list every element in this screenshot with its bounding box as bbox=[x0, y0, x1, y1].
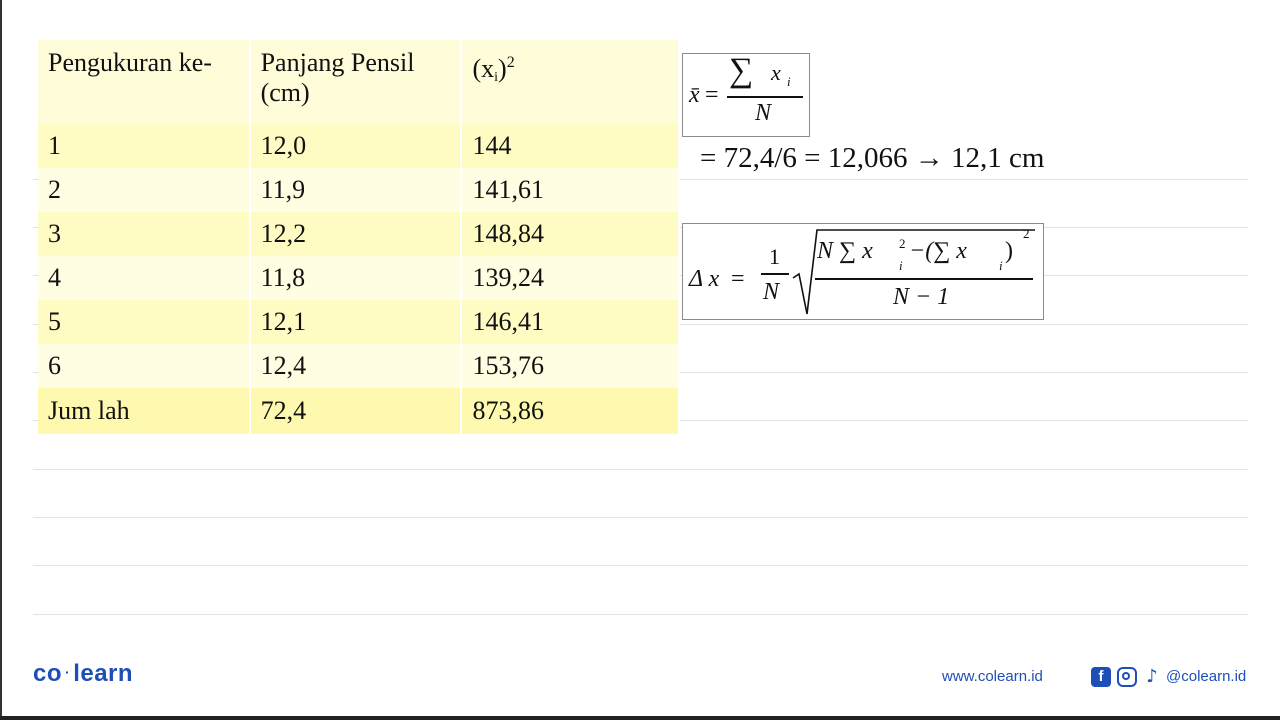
mean-equals: = bbox=[705, 82, 719, 108]
header-measurement-label: Pengukuran ke- bbox=[48, 48, 212, 77]
mean-sigma: ∑ bbox=[729, 52, 754, 89]
mean-xbar: x̄ bbox=[689, 82, 700, 108]
header-measurement bbox=[38, 40, 250, 124]
header-square-close: ) bbox=[498, 54, 507, 83]
root-num-sup: 2 bbox=[899, 236, 906, 251]
table-row bbox=[38, 124, 679, 168]
total-label bbox=[38, 388, 250, 434]
brand-dot: · bbox=[65, 664, 71, 680]
table-header-row bbox=[38, 40, 679, 124]
cell-length: 12,2 bbox=[250, 212, 462, 256]
header-length bbox=[250, 40, 462, 124]
total-length: 72,4 bbox=[250, 388, 462, 434]
root-close-sup: 2 bbox=[1023, 226, 1030, 241]
cell-length: 11,8 bbox=[250, 256, 462, 300]
cell-length: 11,9 bbox=[250, 168, 462, 212]
mean-fraction-bar bbox=[727, 96, 803, 98]
cell-n: 3 bbox=[38, 212, 250, 256]
header-square-base: (x bbox=[472, 54, 495, 83]
deviation-lhs: Δ x bbox=[689, 266, 720, 292]
mean-numerator-var: x bbox=[771, 60, 781, 85]
cell-square: 146,41 bbox=[461, 300, 679, 344]
table-row bbox=[38, 256, 679, 300]
cell-square: 141,61 bbox=[461, 168, 679, 212]
website-link[interactable]: www.colearn.id bbox=[942, 668, 1043, 685]
root-fraction-bar bbox=[815, 278, 1033, 280]
cell-square: 144 bbox=[461, 124, 679, 168]
cell-n: 4 bbox=[38, 256, 250, 300]
cell-length: 12,4 bbox=[250, 344, 462, 388]
frame-bottom-border bbox=[0, 716, 1280, 720]
ruled-line bbox=[33, 517, 1248, 518]
cell-square: 153,76 bbox=[461, 344, 679, 388]
colearn-logo bbox=[33, 660, 133, 688]
header-length-line1: Panjang Pensil bbox=[260, 48, 415, 77]
frame-left-border bbox=[0, 0, 2, 720]
root-close: ) bbox=[1005, 238, 1013, 264]
cell-n: 2 bbox=[38, 168, 250, 212]
cell-square: 148,84 bbox=[461, 212, 679, 256]
root-minus-part: −(∑ x bbox=[909, 238, 967, 264]
tiktok-icon[interactable]: ♪ bbox=[1146, 666, 1158, 687]
cell-n: 5 bbox=[38, 300, 250, 344]
cell-square: 139,24 bbox=[461, 256, 679, 300]
total-square: 873,86 bbox=[461, 388, 679, 434]
mean-numerator-sub: i bbox=[787, 74, 791, 89]
facebook-icon[interactable]: f bbox=[1091, 667, 1111, 687]
cell-length: 12,1 bbox=[250, 300, 462, 344]
table-row bbox=[38, 300, 679, 344]
brand-right: learn bbox=[73, 660, 134, 687]
deviation-frac-bar bbox=[761, 273, 789, 275]
deviation-equals: = bbox=[731, 266, 745, 292]
ruled-line bbox=[33, 469, 1248, 470]
total-label-text: Jum lah bbox=[48, 396, 130, 425]
brand-left: co bbox=[33, 660, 63, 687]
table-row bbox=[38, 212, 679, 256]
instagram-icon[interactable] bbox=[1117, 667, 1137, 687]
root-denominator: N − 1 bbox=[893, 284, 950, 310]
header-length-unit: (cm) bbox=[260, 78, 310, 107]
cell-length: 12,0 bbox=[250, 124, 462, 168]
cell-n: 6 bbox=[38, 344, 250, 388]
mean-calculation: = 72,4/6 = 12,066 → 12,1 cm bbox=[700, 142, 1045, 174]
table-row bbox=[38, 168, 679, 212]
header-square-sub: i bbox=[494, 70, 499, 85]
table-total-row bbox=[38, 388, 679, 434]
header-square-sup: 2 bbox=[506, 54, 515, 71]
social-handle[interactable]: @colearn.id bbox=[1166, 668, 1247, 685]
measurement-table bbox=[38, 40, 680, 434]
table-row bbox=[38, 344, 679, 388]
deviation-frac-num: 1 bbox=[769, 244, 780, 269]
ruled-line bbox=[33, 565, 1248, 566]
ruled-line bbox=[33, 614, 1248, 615]
mean-formula-box bbox=[682, 53, 810, 137]
mean-denominator: N bbox=[755, 100, 772, 126]
deviation-formula-box bbox=[682, 223, 1044, 320]
root-num-sub: i bbox=[899, 258, 903, 273]
cell-n: 1 bbox=[38, 124, 250, 168]
root-numerator: N ∑ x bbox=[817, 238, 873, 264]
root-minus-sub: i bbox=[999, 258, 1003, 273]
deviation-frac-den: N bbox=[763, 279, 780, 305]
header-square bbox=[461, 40, 679, 124]
